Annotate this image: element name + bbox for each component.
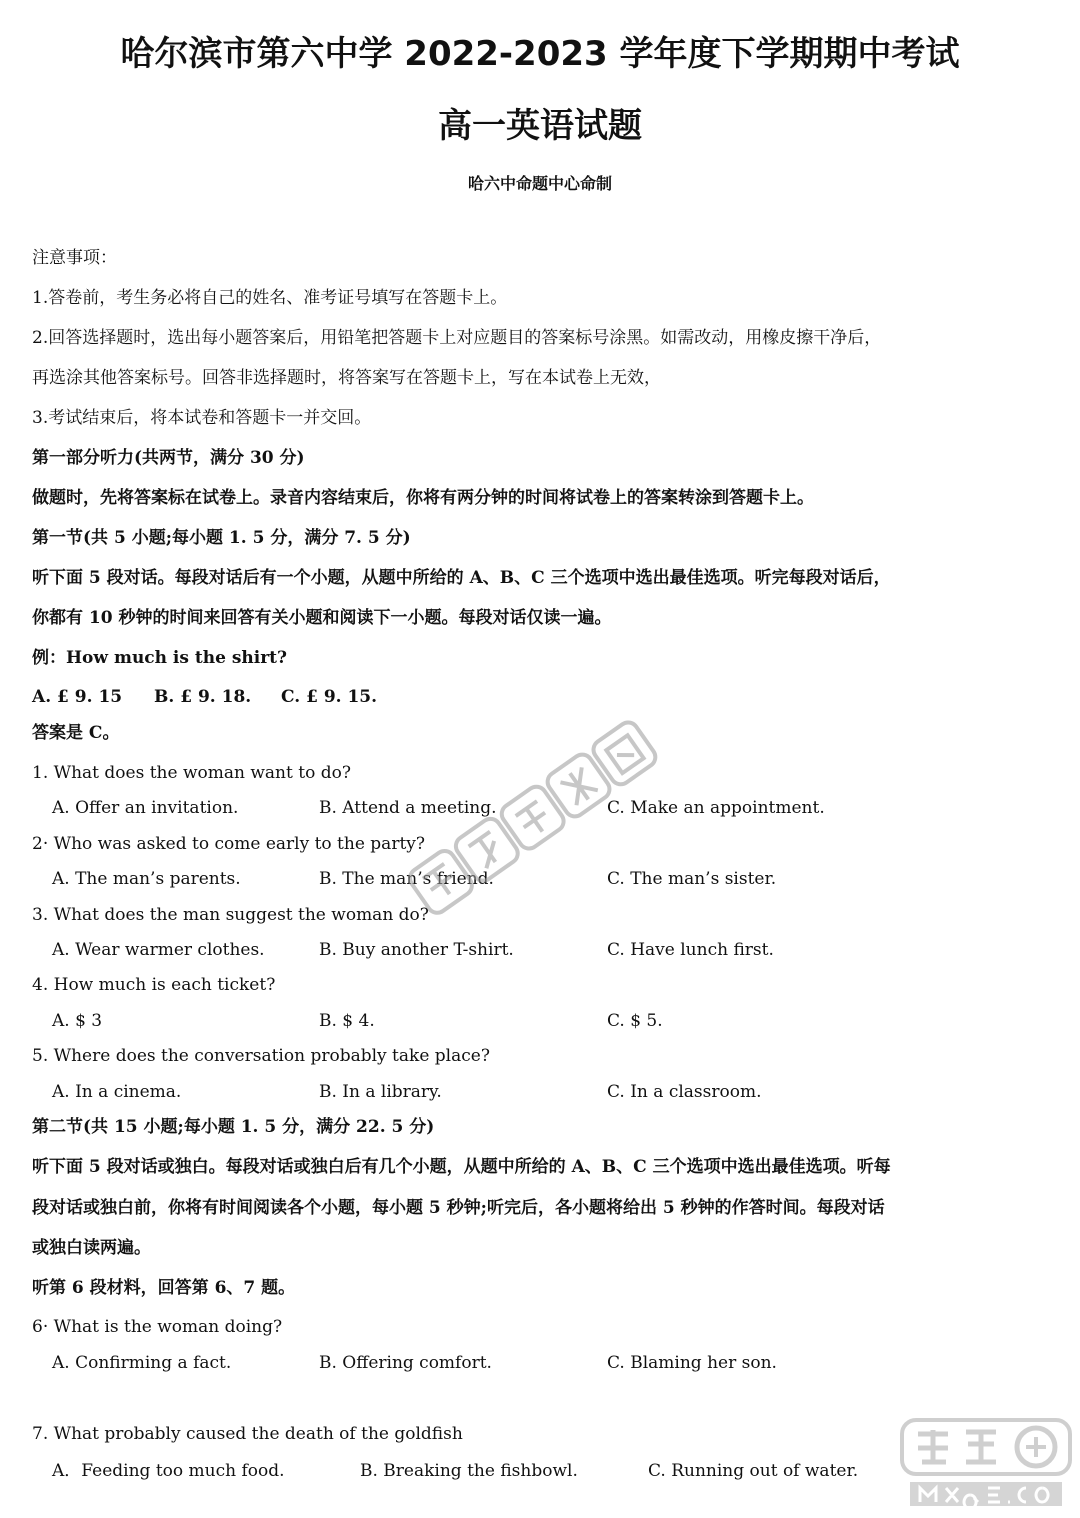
question-5-option-b: B. In a library.: [319, 1082, 442, 1102]
mxqe-logo-watermark: [896, 1416, 1076, 1512]
part1-heading: 第一部分听力(共两节，满分 30 分): [32, 448, 305, 468]
example-option-a: A. £ 9. 15: [32, 687, 123, 707]
notice-item-2-line-2: 再选涂其他答案标号。回答非选择题时，将答案写在答题卡上，写在本试卷上无效，: [32, 368, 661, 388]
section2-instruction-line-3: 或独白读两遍。: [32, 1238, 151, 1258]
question-7-option-a: A．Feeding too much food.: [52, 1461, 285, 1481]
question-3-option-c: C. Have lunch first.: [607, 940, 774, 960]
example-option-b: B. £ 9. 18.: [154, 687, 252, 707]
question-2-option-c: C. The man’s sister.: [607, 869, 777, 889]
question-5-option-c: C. In a classroom.: [607, 1082, 762, 1102]
question-1-option-b: B. Attend a meeting.: [319, 798, 497, 818]
section1-heading: 第一节(共 5 小题;每小题 1. 5 分，满分 7. 5 分): [32, 528, 411, 548]
question-4-stem: 4. How much is each ticket?: [32, 975, 276, 995]
part1-instruction: 做题时，先将答案标在试卷上。录音内容结束后，你将有两分钟的时间将试卷上的答案转涂到答题卡上。: [32, 488, 814, 508]
question-5-stem: 5. Where does the conversation probably take place?: [32, 1046, 490, 1066]
question-6-option-c: C. Blaming her son.: [607, 1353, 777, 1373]
section2-heading: 第二节(共 15 小题;每小题 1. 5 分，满分 22. 5 分): [32, 1117, 435, 1137]
example-option-c: C. £ 9. 15.: [281, 687, 378, 707]
question-2-option-b: B. The man’s friend.: [319, 869, 494, 889]
question-6-option-a: A. Confirming a fact.: [52, 1353, 232, 1373]
question-1-option-a: A. Offer an invitation.: [52, 798, 239, 818]
example-answer: 答案是 C。: [32, 723, 120, 743]
section2-instruction-line-2: 段对话或独白前，你将有时间阅读各个小题，每小题 5 秒钟;听完后，各小题将给出 5 秒钟的作答时间。每段对话: [32, 1198, 885, 1218]
exam-subtitle: 高一英语试题: [438, 106, 642, 146]
exam-title: 哈尔滨市第六中学 2022-2023 学年度下学期期中考试: [120, 34, 960, 74]
question-4-option-a: A. $ 3: [52, 1011, 103, 1031]
section1-instruction-line-1: 听下面 5 段对话。每段对话后有一个小题，从题中所给的 A、B、C 三个选项中选出最佳选项。听完每段对话后，: [32, 568, 891, 588]
question-1-option-c: C. Make an appointment.: [607, 798, 825, 818]
question-5-option-a: A. In a cinema.: [52, 1082, 182, 1102]
notice-item-3: 3.考试结束后，将本试卷和答题卡一并交回。: [32, 408, 372, 428]
question-1-stem: 1. What does the woman want to do?: [32, 763, 351, 783]
question-6-option-b: B. Offering comfort.: [319, 1353, 492, 1373]
question-2-stem: 2· Who was asked to come early to the party?: [32, 834, 425, 854]
material-6-note: 听第 6 段材料，回答第 6、7 题。: [32, 1278, 296, 1298]
question-6-stem: 6· What is the woman doing?: [32, 1317, 283, 1337]
section2-instruction-line-1: 听下面 5 段对话或独白。每段对话或独白后有几个小题，从题中所给的 A、B、C 三个选项中选出最佳选项。听每: [32, 1157, 891, 1177]
question-2-option-a: A. The man’s parents.: [52, 869, 241, 889]
example-question: 例：How much is the shirt?: [32, 648, 287, 668]
notice-heading: 注意事项：: [32, 248, 117, 268]
question-7-stem: 7. What probably caused the death of the goldfish: [32, 1424, 463, 1444]
gaokao-watermark-stamp: [388, 690, 688, 950]
question-7-option-b: B. Breaking the fishbowl.: [360, 1461, 578, 1481]
question-3-option-b: B. Buy another T-shirt.: [319, 940, 514, 960]
notice-item-2-line-1: 2.回答选择题时，选出每小题答案后，用铅笔把答题卡上对应题目的答案标号涂黑。如需改动，用橡皮擦干净后，: [32, 328, 882, 348]
question-7-option-c: C. Running out of water.: [648, 1461, 859, 1481]
question-4-option-b: B. $ 4.: [319, 1011, 375, 1031]
exam-author: 哈六中命题中心命制: [467, 174, 612, 193]
notice-item-1: 1.答卷前，考生务必将自己的姓名、准考证号填写在答题卡上。: [32, 288, 508, 308]
question-4-option-c: C. $ 5.: [607, 1011, 663, 1031]
question-3-option-a: A. Wear warmer clothes.: [52, 940, 265, 960]
section1-instruction-line-2: 你都有 10 秒钟的时间来回答有关小题和阅读下一小题。每段对话仅读一遍。: [32, 608, 612, 628]
question-3-stem: 3. What does the man suggest the woman do?: [32, 905, 429, 925]
